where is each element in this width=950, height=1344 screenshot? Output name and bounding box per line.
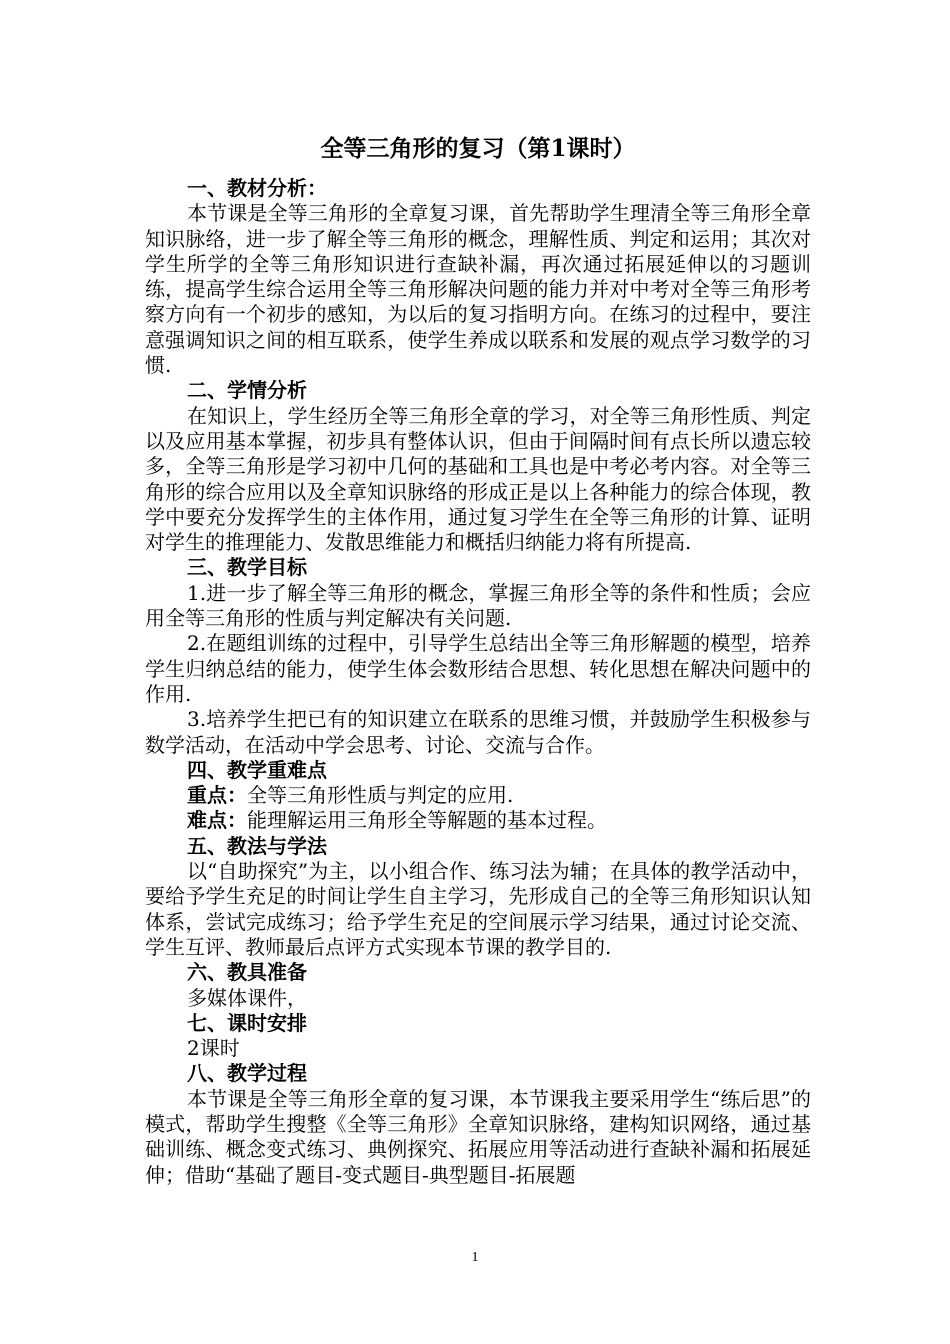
paragraph-materials: 多媒体课件， — [187, 985, 307, 1010]
key-point-text: 全等三角形性质与判定的应用. — [247, 783, 514, 808]
section-heading-teaching-goals: 三、教学目标 — [187, 555, 307, 580]
section-heading-process: 八、教学过程 — [187, 1061, 307, 1086]
paragraph-schedule: 2课时 — [187, 1036, 240, 1061]
page-number: 1 — [471, 1250, 479, 1265]
paragraph-textbook-analysis: 本节课是全等三角形的全章复习课，首先帮助学生理清全等三角形全章知识脉络，进一步了解全等三角形的概念，理解性质、判定和运用；其次对学生所学的全等三角形知识进行查缺补漏，再次通过拓展延伸以的习题训练，提高学生综合运用全等三角形解决问题的能力并对中考对全等三角形考察方向有一个初步的感知，为以后的复习指明方向。在练习的过程中，要注意强调知识之间的相互联系，使学生养成以联系和发展的观点学习数学的习惯. — [145, 201, 811, 378]
document-body — [145, 176, 811, 1188]
section-heading-methods: 五、教法与学法 — [187, 833, 327, 858]
section-heading-textbook-analysis: 一、教材分析： — [187, 176, 327, 200]
paragraph-student-analysis: 在知识上，学生经历全等三角形全章的学习，对全等三角形性质、判定以及应用基本掌握，初步具有整体认识，但由于间隔时间有点长所以遗忘较多，全等三角形是学习初中几何的基础和工具也是中考必考内容。对全等三角形的综合应用以及全章知识脉络的形成正是以上各种能力的综合体现，教学中要充分发挥学生的主体作用，通过复习学生在全等三角形的计算、证明对学生的推理能力、发散思维能力和概括归纳能力将有所提高. — [145, 403, 811, 555]
section-heading-materials: 六、教具准备 — [187, 960, 307, 985]
section-heading-student-analysis: 二、学情分析 — [187, 378, 307, 403]
document-title: 全等三角形的复习（第1课时） — [320, 135, 636, 162]
section-heading-key-points: 四、教学重难点 — [187, 757, 327, 782]
paragraph-process: 本节课是全等三角形全章的复习课，本节课我主要采用学生“练后思”的模式，帮助学生搜整《全等三角形》全章知识脉络，建构知识网络，通过基础训练、概念变式练习、典例探究、拓展应用等活动进行查缺补漏和拓展延伸；借助“基础了题目-变式题目-典型题目-拓展题 — [145, 1086, 811, 1187]
key-point-label: 重点： — [187, 783, 247, 808]
difficulty-line — [145, 808, 811, 833]
section-heading-schedule: 七、课时安排 — [187, 1010, 307, 1035]
difficulty-text: 能理解运用三角形全等解题的基本过程。 — [247, 808, 607, 833]
difficulty-label: 难点： — [187, 808, 247, 833]
paragraph-methods: 以“自助探究”为主，以小组合作、练习法为辅；在具体的教学活动中，要给予学生充足的时间让学生自主学习，先形成自己的全等三角形知识认知体系，尝试完成练习；给予学生充足的空间展示学习结果，通过讨论交流、学生互评、教师最后点评方式实现本节课的教学目的. — [145, 859, 811, 959]
key-point-line — [145, 783, 811, 808]
paragraph-goal-1: 1.进一步了解全等三角形的概念，掌握三角形全等的条件和性质；会应用全等三角形的性质与判定解决有关问题. — [145, 580, 811, 631]
paragraph-goal-2: 2.在题组训练的过程中，引导学生总结出全等三角形解题的模型，培养学生归纳总结的能力，使学生体会数形结合思想、转化思想在解决问题中的作用. — [145, 631, 811, 706]
paragraph-goal-3: 3.培养学生把已有的知识建立在联系的思维习惯，并鼓励学生积极参与数学活动，在活动中学会思考、讨论、交流与合作。 — [145, 707, 811, 757]
